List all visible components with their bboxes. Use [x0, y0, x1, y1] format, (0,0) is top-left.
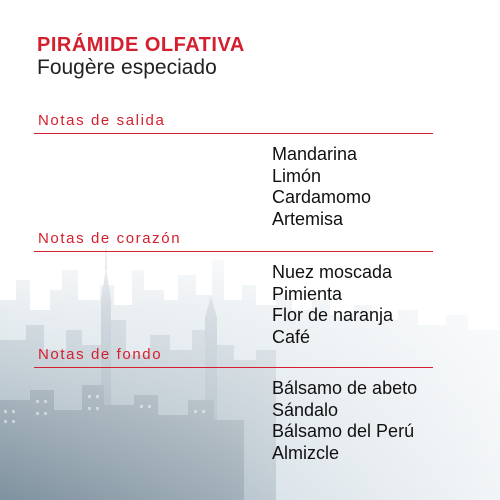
notes-list — [272, 262, 393, 348]
note-item: Limón — [272, 165, 322, 186]
note-item: Artemisa — [272, 208, 344, 229]
section-label: Notas de corazón — [38, 230, 182, 247]
section-label: Notas de salida — [38, 112, 166, 129]
note-item: Pimienta — [272, 283, 343, 304]
notes-list — [272, 378, 417, 464]
note-item: Bálsamo de abeto — [272, 378, 418, 398]
note-item: Bálsamo del Perú — [272, 421, 415, 441]
fragrance-family: Fougère especiado — [37, 56, 217, 79]
section-divider — [34, 133, 433, 134]
note-item: Café — [272, 326, 311, 347]
note-item: Mandarina — [272, 144, 358, 164]
note-item: Nuez moscada — [272, 262, 393, 282]
section-label: Notas de fondo — [38, 346, 163, 363]
section-divider — [34, 251, 433, 252]
note-item: Sándalo — [272, 399, 339, 420]
section-divider — [34, 367, 433, 368]
page-title: PIRÁMIDE OLFATIVA — [37, 34, 245, 56]
notes-list — [272, 144, 371, 230]
note-item: Almizcle — [272, 442, 340, 463]
note-item: Flor de naranja — [272, 305, 394, 325]
note-item: Cardamomo — [272, 187, 372, 207]
